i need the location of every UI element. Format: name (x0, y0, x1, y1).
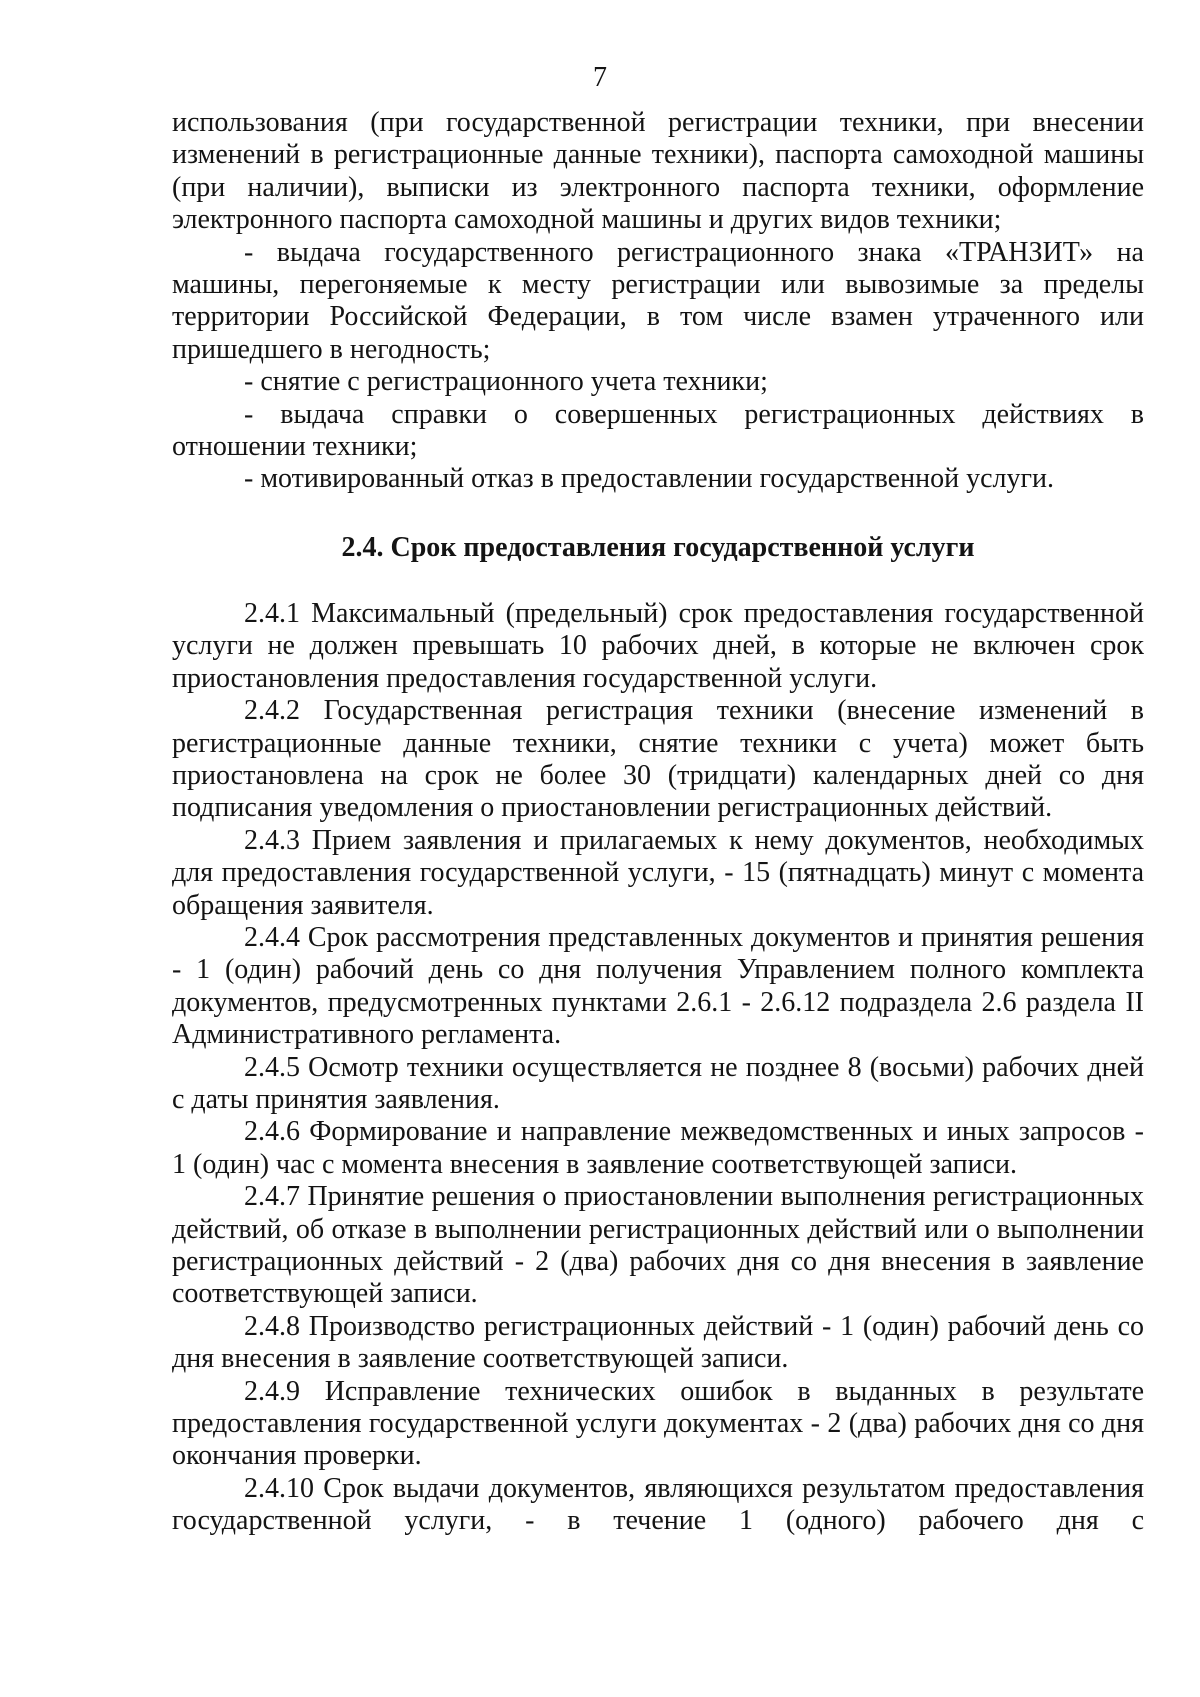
paragraph-2-4-6: 2.4.6 Формирование и направление межведомственных и иных запросов - 1 (один) час с момента внесения в заявление соответствующей записи. (172, 1116, 1144, 1180)
paragraph-2-4-2: 2.4.2 Государственная регистрация техники (внесение изменений в регистрационные данные техники, снятие техники с учета) может быть приостановлена на срок не более 30 (тридцати) календарных дней со дня подписания уведомления о приостановлении регистрационных действий. (172, 695, 1144, 824)
paragraph-certificate: - выдача справки о совершенных регистрационных действиях в отношении техники; (172, 398, 1144, 463)
paragraph-refusal: - мотивированный отказ в предоставлении государственной услуги. (244, 463, 1054, 495)
section-title: 2.4. Срок предоставления государственной услуги (341, 531, 975, 563)
paragraph-2-4-3: 2.4.3 Прием заявления и прилагаемых к нему документов, необходимых для предоставления государственной услуги, - 15 (пятнадцать) минут с момента обращения заявителя. (172, 824, 1144, 921)
paragraph-2-4-9: 2.4.9 Исправление технических ошибок в выданных в результате предоставления государственной услуги документах - 2 (два) рабочих дня со дня окончания проверки. (172, 1375, 1144, 1472)
paragraph-2-4-7: 2.4.7 Принятие решения о приостановлении выполнения регистрационных действий, об отказе в выполнении регистрационных действий или о выполнении регистрационных действий - 2 (два) рабочих дня со дня внесения в заявление соответствующей записи. (172, 1181, 1144, 1310)
paragraph-deregistration: - снятие с регистрационного учета техники; (244, 366, 768, 398)
paragraph-2-4-1: 2.4.1 Максимальный (предельный) срок предоставления государственной услуги не должен превышать 10 рабочих дней, в которые не включен срок приостановления предоставления государственной услуги. (172, 597, 1144, 694)
page-number: 7 (593, 62, 607, 93)
paragraph-2-4-8: 2.4.8 Производство регистрационных действий - 1 (один) рабочий день со дня внесения в заявление соответствующей записи. (172, 1310, 1144, 1375)
paragraph-2-4-5: 2.4.5 Осмотр техники осуществляется не позднее 8 (восьми) рабочих дней с даты принятия заявления. (172, 1051, 1144, 1115)
document-body (172, 107, 1144, 1538)
paragraph-transit-plate: - выдача государственного регистрационного знака «ТРАНЗИТ» на машины, перегоняемые к месту регистрации или вывозимые за пределы территории Российской Федерации, в том числе взамен утраченного или пришедшего в негодность; (172, 236, 1144, 365)
paragraph-intro-continuation: использования (при государственной регистрации техники, при внесении изменений в регистрационные данные техники), паспорта самоходной машины (при наличии), выписки из электронного паспорта техники, оформление электронного паспорта самоходной машины и других видов техники; (172, 107, 1144, 236)
paragraph-2-4-4: 2.4.4 Срок рассмотрения представленных документов и принятия решения - 1 (один) рабочий день со дня получения Управлением полного комплекта документов, предусмотренных пунктами 2.6.1 - 2.6.12 подраздела 2.6 раздела II Административного регламента. (172, 921, 1144, 1051)
paragraph-2-4-10: 2.4.10 Срок выдачи документов, являющихся результатом предоставления государственной услуги, - в течение 1 (одного) рабочего дня с (172, 1472, 1144, 1537)
